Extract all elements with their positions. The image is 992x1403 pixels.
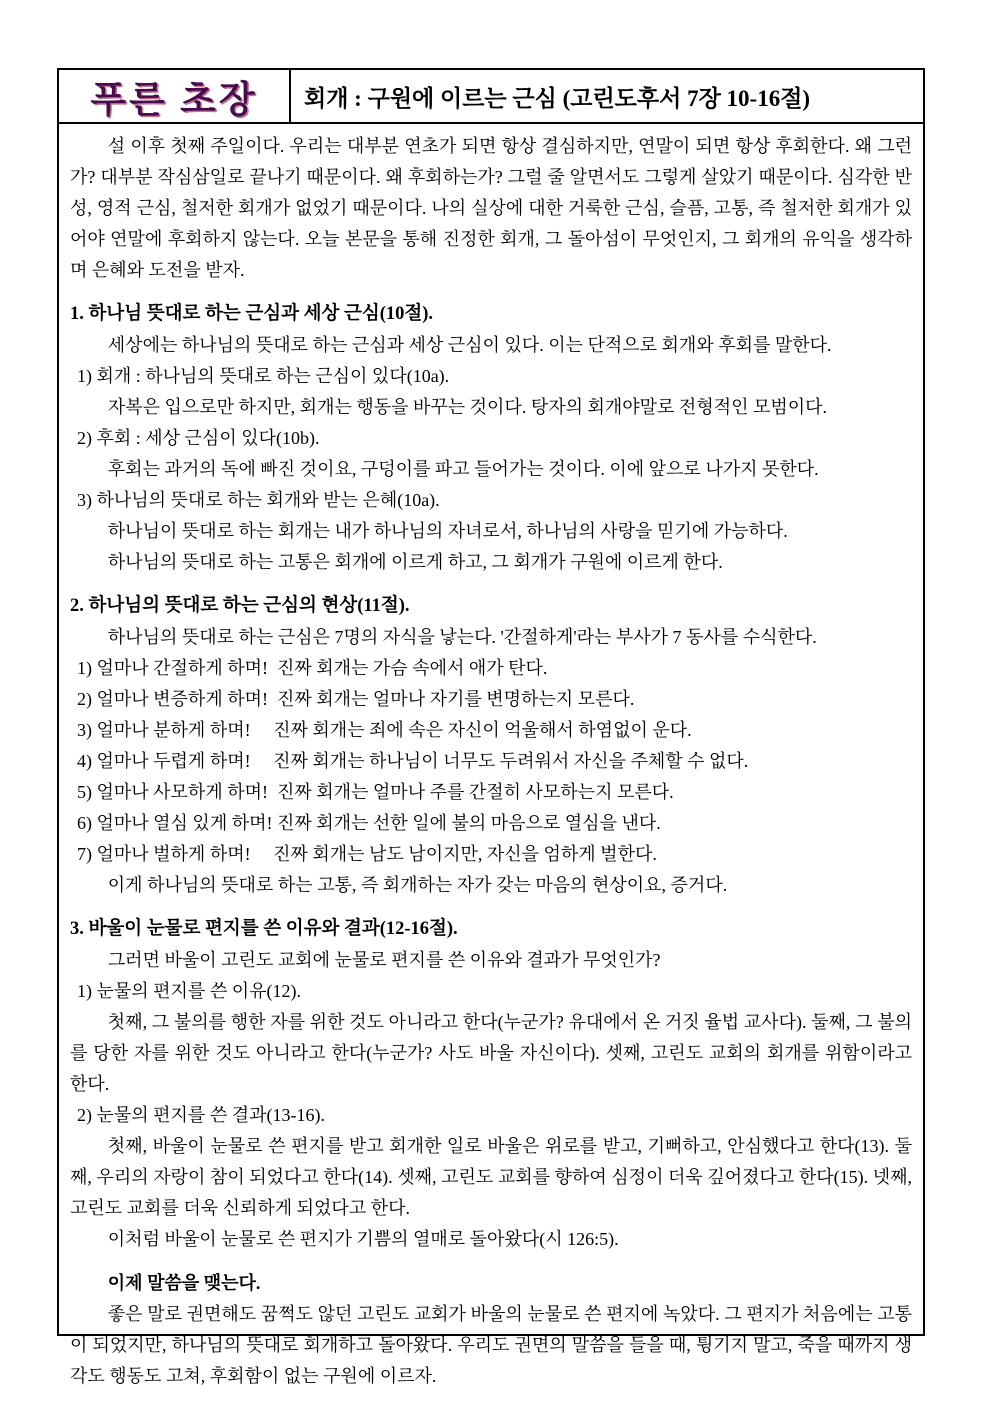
section-heading: 3. 바울이 눈물로 편지를 쓴 이유와 결과(12-16절). — [70, 919, 458, 939]
body-paragraph: 하나님의 뜻대로 하는 고통은 회개에 이르게 하고, 그 회개가 구원에 이르게 한다. — [107, 552, 723, 572]
section-heading: 1. 하나님 뜻대로 하는 근심과 세상 근심(10절). — [70, 304, 434, 324]
sub-item: 3) 얼마나 분하게 하며! 진짜 회개는 죄에 속은 자신이 억울해서 하염없이 운다. — [77, 720, 692, 740]
body-paragraph: 그러면 바울이 고린도 교회에 눈물로 편지를 쓴 이유와 결과가 무엇인가? — [107, 950, 661, 970]
body-paragraph: 설 이후 첫째 주일이다. 우리는 대부분 연초가 되면 항상 결심하지만, 연말이 되면 항상 후회한다. 왜 그런가? 대부분 작심삼일로 끝나기 때문이다. 왜 후회하는가? 그럴 줄 알면서도 그렇게 살았기 때문이다. 심각한 반성, 영적 근심, 철저한 회개가 없었기 때문이다. 나의 실상에 대한 거룩한 근심, 슬픔, 고통, 즉 철저한 회개가 있어야 연말에 후회하지 않는다. 오늘 본문을 통해 진정한 회개, 그 돌아섬이 무엇인지, 그 회개의 유익을 생각하며 은혜와 도전을 받자. — [70, 136, 912, 280]
document-body — [59, 124, 923, 1392]
body-paragraph: 하나님이 뜻대로 하는 회개는 내가 하나님의 자녀로서, 하나님의 사랑을 믿기에 가능하다. — [107, 521, 788, 541]
document-header — [59, 70, 923, 124]
body-paragraph: 첫째, 그 불의를 행한 자를 위한 것도 아니라고 한다(누군가? 유대에서 온 거짓 율법 교사다). 둘째, 그 불의를 당한 자를 위한 것도 아니라고 한다(누군가? 사도 바울 자신이다). 셋째, 고린도 교회의 회개를 위함이라고 한다. — [70, 1012, 912, 1094]
sermon-title: 회개 : 구원에 이르는 근심 (고린도후서 7장 10-16절) — [304, 85, 811, 111]
sub-item: 5) 얼마나 사모하게 하며! 진짜 회개는 얼마나 주를 간절히 사모하는지 모른다. — [77, 782, 674, 802]
sermon-outline-document — [57, 68, 925, 1386]
body-paragraph: 이게 하나님의 뜻대로 하는 고통, 즉 회개하는 자가 갖는 마음의 현상이요, 증거다. — [107, 875, 728, 895]
sub-item: 4) 얼마나 두렵게 하며! 진짜 회개는 하나님이 너무도 두려워서 자신을 주체할 수 없다. — [77, 751, 749, 771]
body-paragraph: 이처럼 바울이 눈물로 쓴 편지가 기쁨의 열매로 돌아왔다(시 126:5). — [107, 1229, 619, 1249]
closing-heading: 이제 말씀을 맺는다. — [107, 1273, 261, 1293]
body-paragraph: 첫째, 바울이 눈물로 쓴 편지를 받고 회개한 일로 바울은 위로를 받고, 기뻐하고, 안심했다고 한다(13). 둘째, 우리의 자랑이 참이 되었다고 한다(14). 셋째, 고린도 교회를 향하여 심정이 더욱 깊어졌다고 한다(15). 넷째, 고린도 교회를 더욱 신뢰하게 되었다고 한다. — [70, 1136, 912, 1218]
body-paragraph: 세상에는 하나님의 뜻대로 하는 근심과 세상 근심이 있다. 이는 단적으로 회개와 후회를 말한다. — [107, 335, 832, 355]
body-paragraph: 후회는 과거의 독에 빠진 것이요, 구덩이를 파고 들어가는 것이다. 이에 앞으로 나가지 못한다. — [107, 459, 819, 479]
sub-item: 1) 얼마나 간절하게 하며! 진짜 회개는 가슴 속에서 애가 탄다. — [77, 658, 548, 678]
sub-item: 1) 눈물의 편지를 쓴 이유(12). — [77, 981, 301, 1001]
sub-item: 6) 얼마나 열심 있게 하며! 진짜 회개는 선한 일에 불의 마음으로 열심을 낸다. — [77, 813, 661, 833]
sub-item: 3) 하나님의 뜻대로 하는 회개와 받는 은혜(10a). — [77, 490, 440, 510]
section-heading: 2. 하나님의 뜻대로 하는 근심의 현상(11절). — [70, 596, 410, 616]
sub-item: 2) 후회 : 세상 근심이 있다(10b). — [77, 428, 320, 448]
sub-item: 1) 회개 : 하나님의 뜻대로 하는 근심이 있다(10a). — [77, 366, 450, 386]
bulletin-brand-title: 푸른 초장 — [59, 70, 291, 122]
body-paragraph: 하나님의 뜻대로 하는 근심은 7명의 자식을 낳는다. '간절하게'라는 부사가 7 동사를 수식한다. — [107, 627, 817, 647]
sub-item: 2) 눈물의 편지를 쓴 결과(13-16). — [77, 1105, 325, 1125]
body-paragraph: 자복은 입으로만 하지만, 회개는 행동을 바꾸는 것이다. 탕자의 회개야말로 전형적인 모범이다. — [107, 397, 828, 417]
body-paragraph: 좋은 말로 권면해도 꿈쩍도 않던 고린도 교회가 바울의 눈물로 쓴 편지에 녹았다. 그 편지가 처음에는 고통이 되었지만, 하나님의 뜻대로 회개하고 돌아왔다. 우리도 권면의 말씀을 들을 때, 튕기지 말고, 죽을 때까지 생각도 행동도 고쳐, 후회함이 없는 구원에 이르자. — [70, 1304, 912, 1386]
sub-item: 2) 얼마나 변증하게 하며! 진짜 회개는 얼마나 자기를 변명하는지 모른다. — [77, 689, 635, 709]
sub-item: 7) 얼마나 벌하게 하며! 진짜 회개는 남도 남이지만, 자신을 엄하게 벌한다. — [77, 844, 657, 864]
